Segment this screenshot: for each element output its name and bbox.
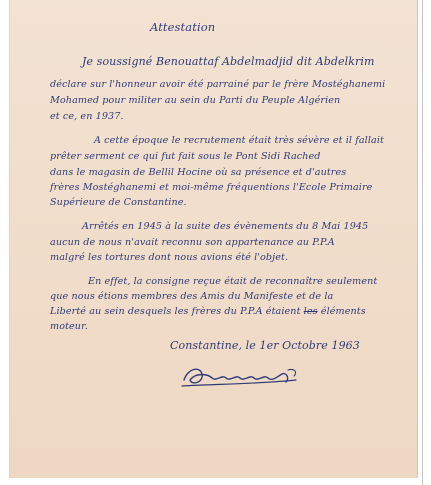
text-line-4: et ce, en 1937.: [50, 111, 124, 122]
document-title: Attestation: [150, 20, 216, 34]
document-page: [10, 0, 417, 478]
text-line-1: Je soussigné Benouattaf Abdelmadjid dit Abdelkrim: [82, 55, 375, 68]
text-line-12: malgré les tortures dont nous avions été l'objet.: [50, 252, 289, 263]
text-line-8: frères Mostéghanemi et moi-même fréquentions l'Ecole Primaire: [50, 182, 373, 193]
text-line-13: En effet, la consigne reçue était de reconnaître seulement: [88, 276, 378, 287]
text-line-16: moteur.: [50, 321, 88, 332]
struck-word: les: [303, 306, 318, 317]
text-line-3: Mohamed pour militer au sein du Parti du Peuple Algérien: [50, 95, 341, 106]
text-line-6: prêter serment ce qui fut fait sous le Pont Sidi Rached: [50, 151, 321, 162]
text-line-10: Arrêtés en 1945 à la suite des évènements du 8 Mai 1945: [82, 221, 369, 232]
text-line-2: déclare sur l'honneur avoir été parrainé par le frère Mostéghanemi: [50, 79, 386, 90]
text-line-7: dans le magasin de Bellil Hocine où sa présence et d'autres: [50, 167, 347, 178]
text-line-9: Supérieure de Constantine.: [50, 197, 187, 208]
page-edge-line: [422, 0, 423, 485]
handwritten-signature: [178, 362, 308, 392]
text-line-5: A cette époque le recrutement était très sévère et il fallait: [94, 135, 384, 146]
text-line-14: que nous étions membres des Amis du Manifeste et de la: [50, 291, 334, 302]
text-line-15: Liberté au sein desquels les frères du P.P.A étaient les éléments: [50, 306, 366, 317]
text-line-11: aucun de nous n'avait reconnu son appartenance au P.P.A: [50, 237, 335, 248]
date-line: Constantine, le 1er Octobre 1963: [170, 339, 360, 352]
